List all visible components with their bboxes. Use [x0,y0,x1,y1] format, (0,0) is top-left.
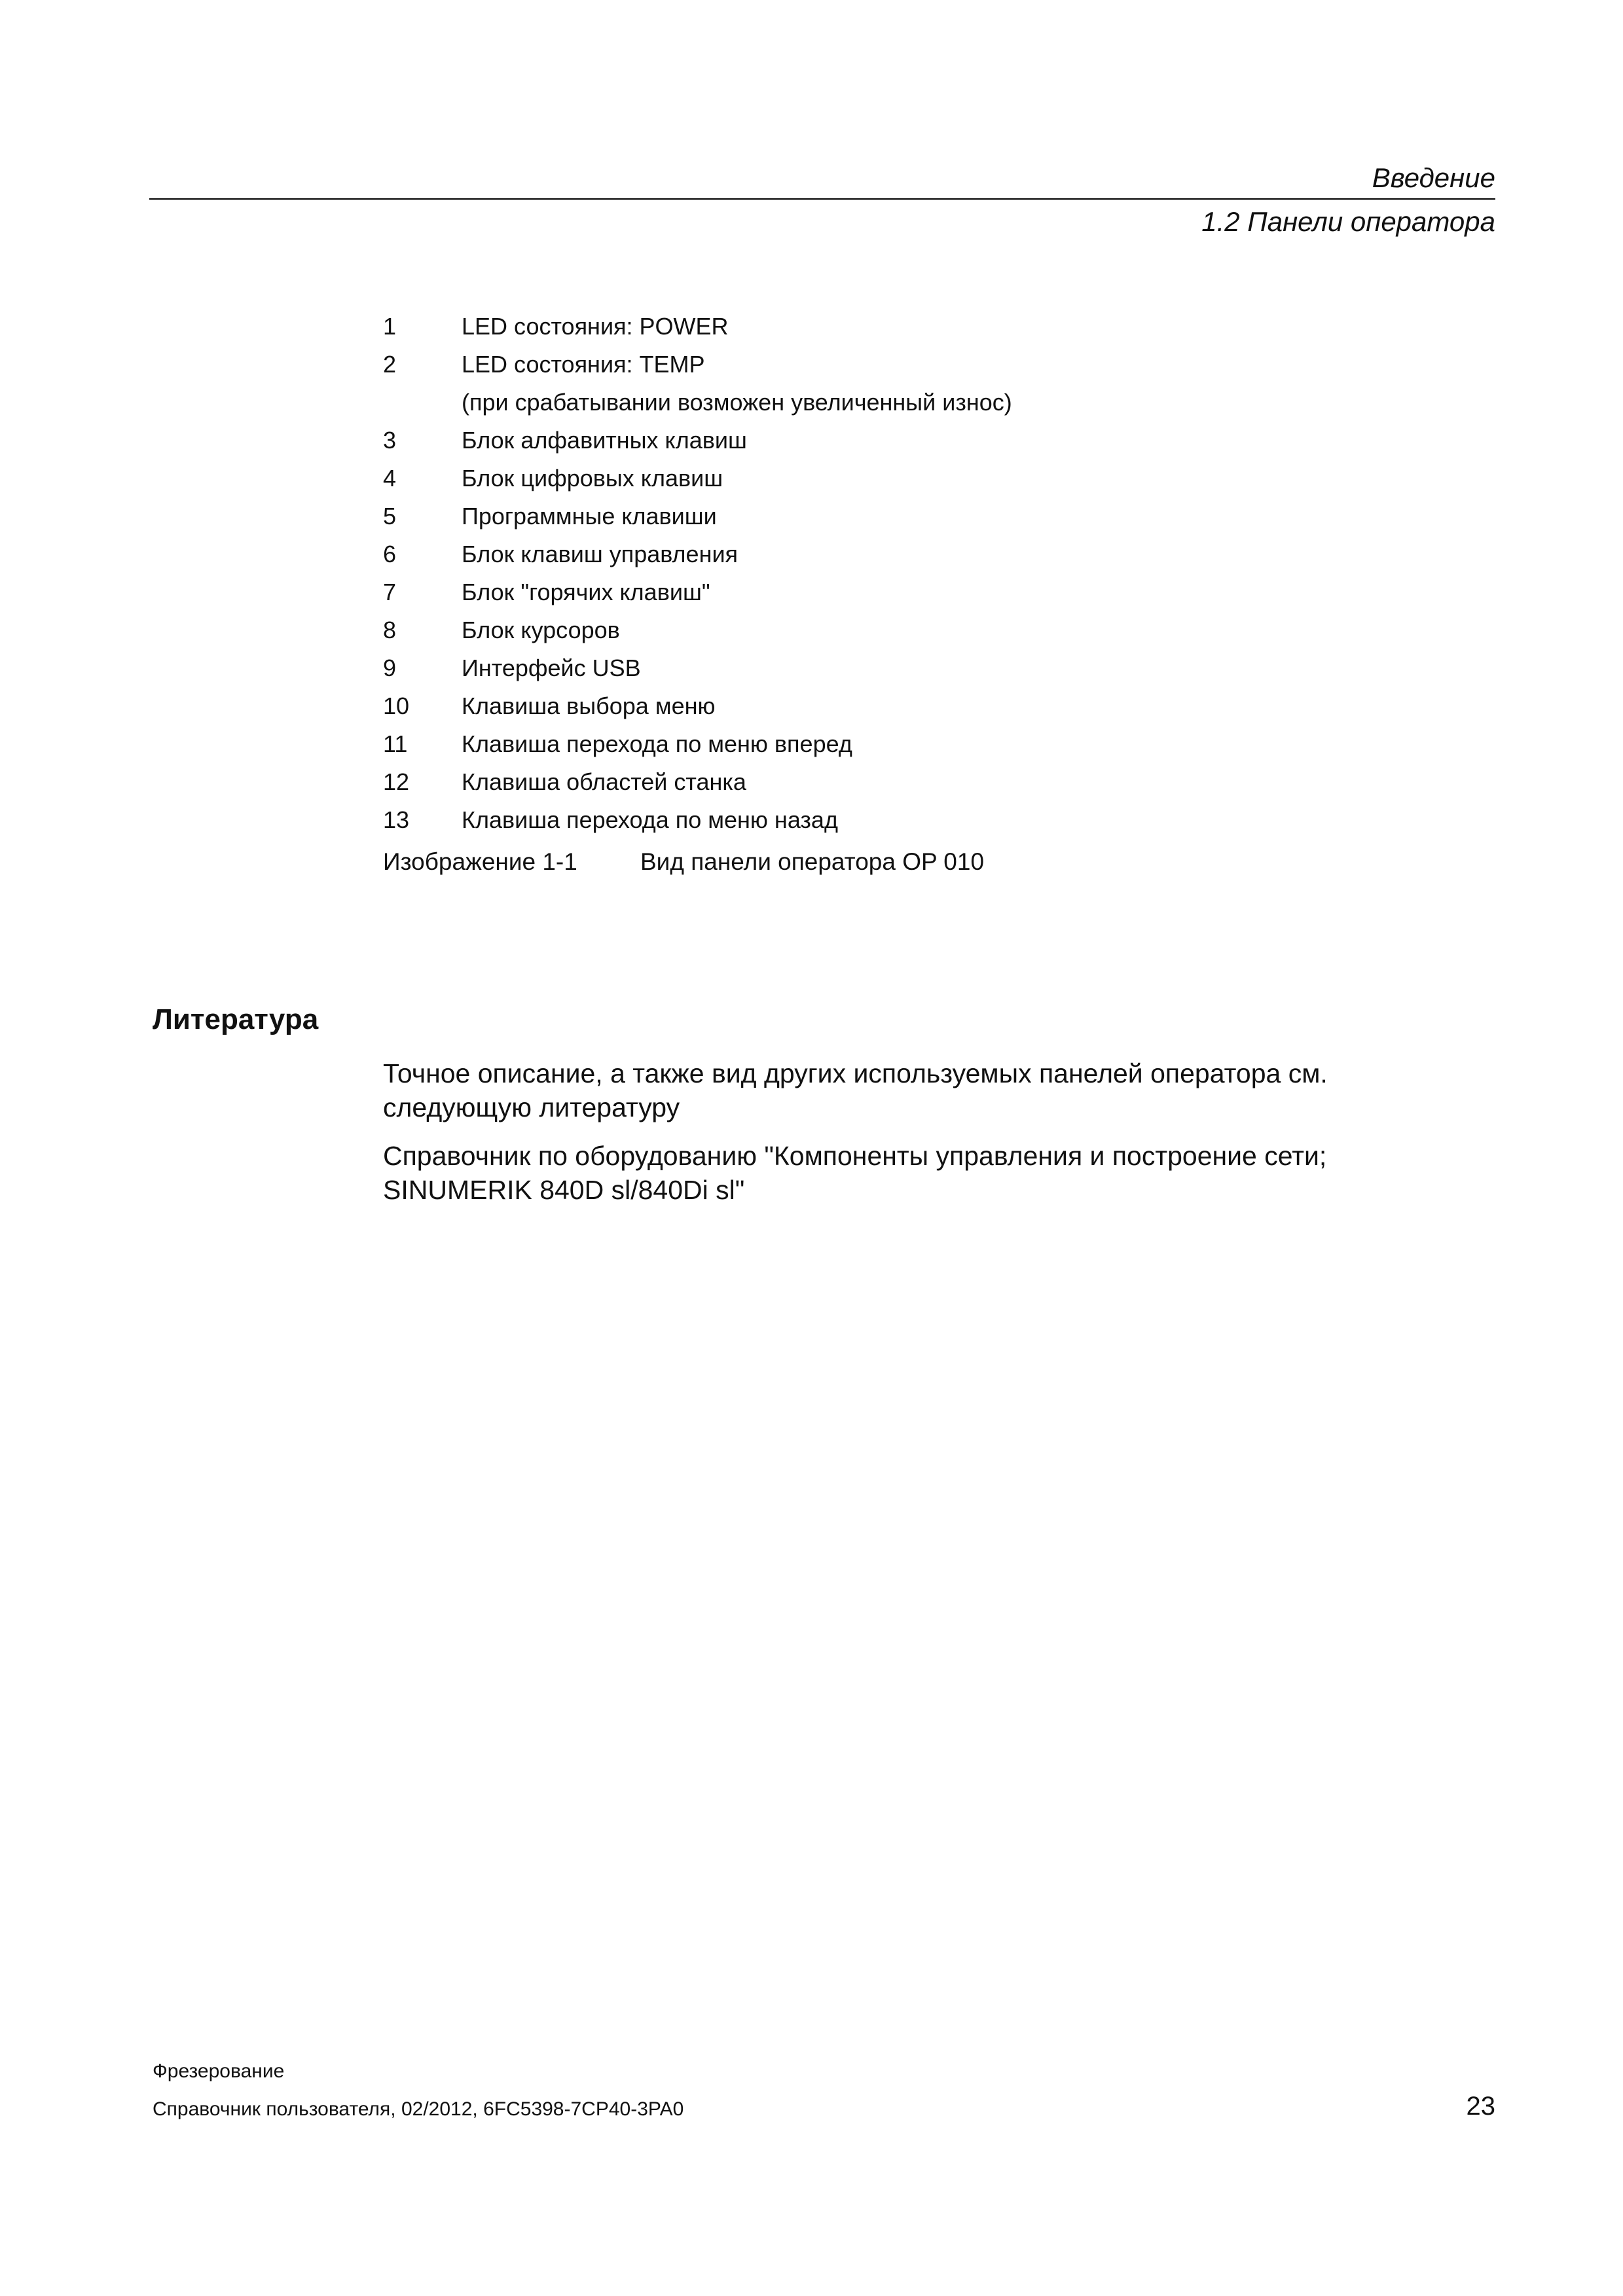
legend-item [383,573,1300,611]
literature-paragraph: Точное описание, а также вид других используемых панелей оператора см. следующую литературу [383,1058,1328,1122]
header-divider [149,198,1495,200]
legend-text: Клавиша перехода по меню назад [462,806,838,833]
legend-number: 13 [383,806,410,833]
legend-item [383,535,1300,573]
legend-text: Блок курсоров [462,617,620,643]
legend-text: LED состояния: TEMP [462,351,705,378]
legend-text: Клавиша перехода по меню вперед [462,730,852,757]
legend-item [383,497,1300,535]
legend-number: 9 [383,655,397,681]
footer-product: Фрезерование [153,2060,285,2082]
literature-heading: Литература [153,1003,319,1035]
legend-number: 8 [383,617,397,643]
literature-reference: Справочник по оборудованию "Компоненты управления и построение сети; SINUMERIK 840D sl/840Di sl" [383,1141,1327,1205]
legend-number: 12 [383,768,410,795]
legend-item [383,611,1300,649]
legend-text: Блок цифровых клавиш [462,465,723,492]
figure-caption-label: Изображение 1-1 [383,848,577,875]
legend-text: Программные клавиши [462,503,717,529]
legend-number: 5 [383,503,397,529]
header-section: 1.2 Панели оператора [1201,206,1495,237]
page-number: 23 [1466,2092,1495,2121]
legend-number: 3 [383,427,397,454]
legend-item [383,459,1300,497]
legend-item [383,763,1300,801]
legend-text: (при срабатывании возможен увеличенный износ) [462,389,1012,416]
legend-item [383,801,1300,839]
legend-text: Интерфейс USB [462,655,641,681]
legend-number: 2 [383,351,397,378]
legend-text: Блок алфавитных клавиш [462,427,747,454]
legend-text: Блок "горячих клавиш" [462,579,710,605]
figure-legend [383,308,1300,839]
legend-number: 4 [383,465,397,492]
legend-item [383,384,1300,422]
legend-item [383,687,1300,725]
legend-number: 1 [383,313,397,340]
legend-number: 10 [383,692,410,719]
header-chapter: Введение [1372,162,1495,193]
legend-item [383,308,1300,346]
legend-number: 11 [383,730,408,757]
legend-item [383,346,1300,384]
legend-number: 6 [383,541,397,567]
figure-caption-title: Вид панели оператора OP 010 [640,848,985,875]
legend-text: LED состояния: POWER [462,313,729,340]
legend-item [383,649,1300,687]
legend-number: 7 [383,579,397,605]
legend-item [383,725,1300,763]
legend-text: Клавиша областей станка [462,768,746,795]
legend-text: Клавиша выбора меню [462,692,716,719]
footer-manual-info: Справочник пользователя, 02/2012, 6FC5398-7CP40-3PA0 [153,2098,684,2120]
legend-text: Блок клавиш управления [462,541,739,567]
legend-item [383,422,1300,459]
